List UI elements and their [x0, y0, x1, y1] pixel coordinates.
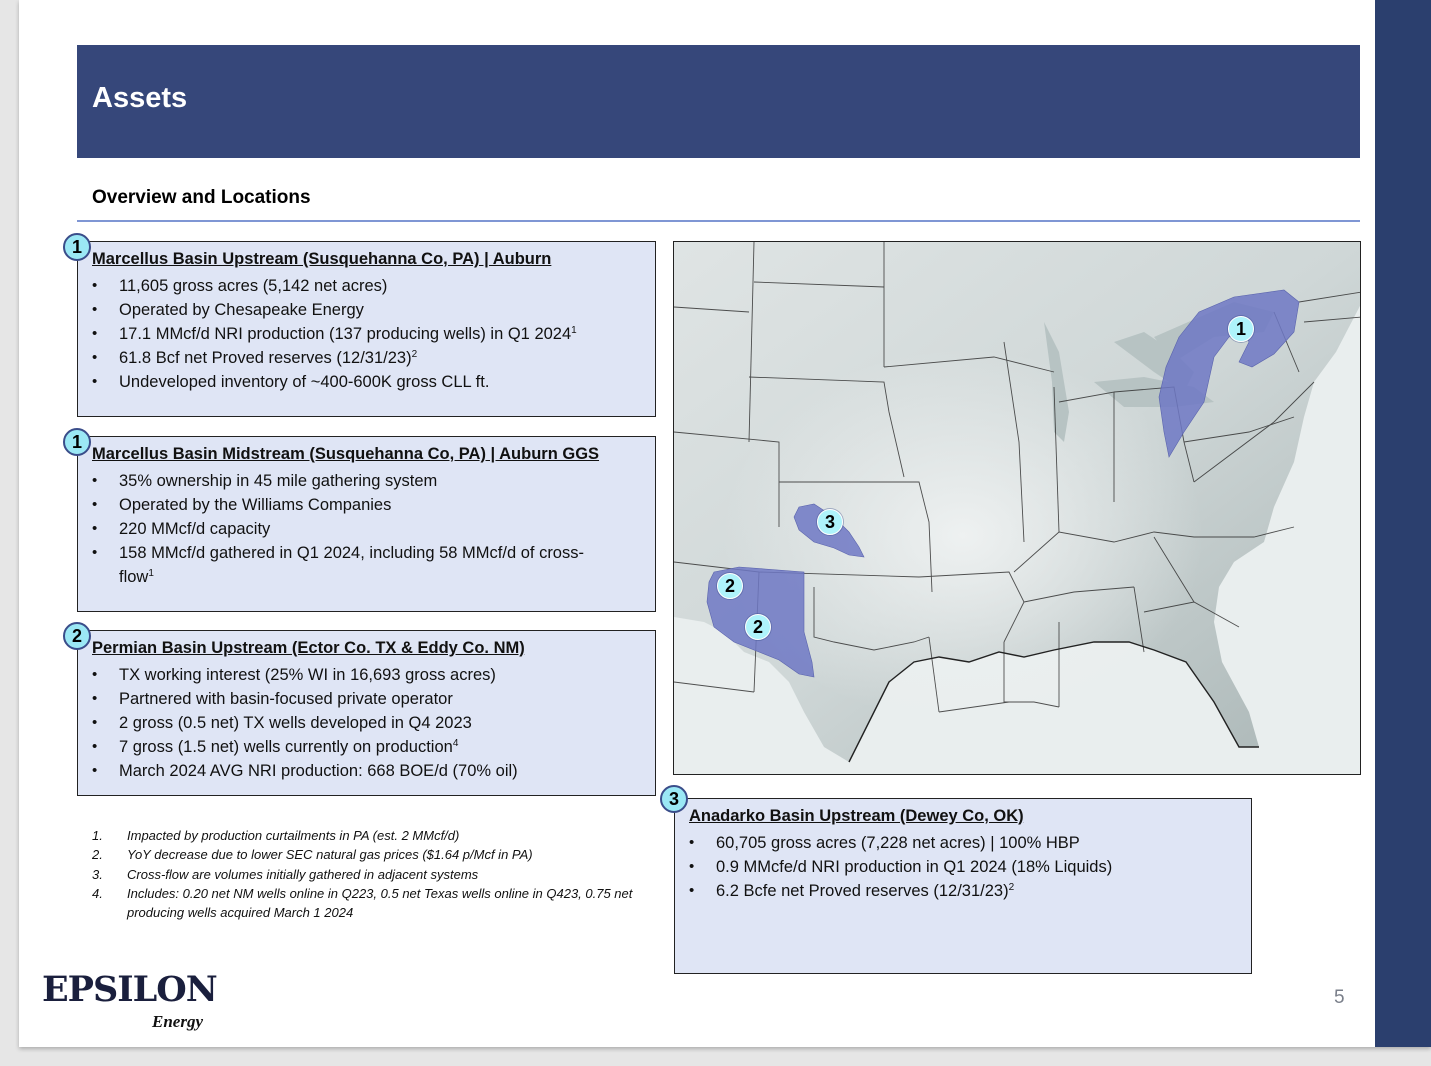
bullet-item: • Operated by Chesapeake Energy	[92, 298, 645, 322]
asset-number-badge: 3	[660, 785, 688, 813]
bullet-item: • 158 MMcf/d gathered in Q1 2024, including 58 MMcf/d of cross-flow$^1$	[92, 541, 645, 589]
bullet-item: • 35% ownership in 45 mile gathering system	[92, 469, 645, 493]
map-marker-2: 2	[717, 573, 743, 599]
asset-card-marcellus-upstream	[77, 241, 656, 417]
footnotes	[92, 826, 652, 922]
card-title: Marcellus Basin Upstream (Susquehanna Co, PA) | Auburn	[92, 250, 552, 268]
bullet-item: • 17.1 MMcf/d NRI production (137 producing wells) in Q1 2024$^1$	[92, 322, 645, 346]
bullet-item: • March 2024 AVG NRI production: 668 BOE/d (70% oil)	[92, 759, 645, 783]
card-title: Anadarko Basin Upstream (Dewey Co, OK)	[689, 807, 1024, 825]
us-map	[673, 241, 1361, 775]
bullet-item: • Undeveloped inventory of ~400-600K gross CLL ft.	[92, 370, 645, 394]
subtitle-divider	[77, 220, 1360, 222]
right-accent-bar	[1375, 0, 1431, 1047]
bullet-list	[92, 274, 645, 394]
asset-number-badge: 1	[63, 428, 91, 456]
asset-number-badge: 2	[63, 622, 91, 650]
title-banner	[77, 45, 1360, 158]
map-marker-3: 3	[817, 509, 843, 535]
bullet-list	[92, 663, 645, 783]
asset-number-badge: 1	[63, 233, 91, 261]
footnote: 2. YoY decrease due to lower SEC natural gas prices ($1.64 p/Mcf in PA)	[92, 847, 533, 863]
bullet-item: • 11,605 gross acres (5,142 net acres)	[92, 274, 645, 298]
map-marker-1: 1	[1228, 316, 1254, 342]
bullet-item: • 60,705 gross acres (7,228 net acres) | 100% HBP	[689, 831, 1241, 855]
bullet-item: • TX working interest (25% WI in 16,693 gross acres)	[92, 663, 645, 687]
logo-tagline: Energy	[152, 1012, 203, 1031]
asset-card-marcellus-midstream	[77, 436, 656, 612]
asset-card-permian-upstream	[77, 630, 656, 796]
logo-wordmark: EPSILON	[42, 969, 217, 1010]
section-subtitle: Overview and Locations	[92, 187, 311, 208]
card-title: Marcellus Basin Midstream (Susquehanna Co, PA) | Auburn GGS	[92, 445, 600, 463]
map-graphic	[674, 242, 1361, 775]
bullet-item: • 0.9 MMcfe/d NRI production in Q1 2024 (18% Liquids)	[689, 855, 1241, 879]
page-number: 5	[1334, 987, 1345, 1008]
company-logo	[42, 967, 222, 1037]
card-title: Permian Basin Upstream (Ector Co. TX & Eddy Co. NM)	[92, 639, 525, 657]
footnote: 4. Includes: 0.20 net NM wells online in Q223, 0.5 net Texas wells online in Q423, 0.75 net producing wells acquired March 1 2024	[92, 885, 633, 921]
bullet-list	[689, 831, 1241, 903]
page-title: Assets	[92, 82, 188, 114]
map-marker-2: 2	[745, 614, 771, 640]
bullet-item: • 220 MMcf/d capacity	[92, 517, 645, 541]
asset-card-anadarko-upstream	[674, 798, 1252, 974]
bullet-item: • 2 gross (0.5 net) TX wells developed in Q4 2023	[92, 711, 645, 735]
bullet-item: • Partnered with basin-focused private operator	[92, 687, 645, 711]
bullet-item: • 7 gross (1.5 net) wells currently on production$^4$	[92, 735, 645, 759]
bullet-item: • 61.8 Bcf net Proved reserves $(12/31/23)^2$	[92, 346, 645, 370]
footnote: 1. Impacted by production curtailments in PA (est. 2 MMcf/d)	[92, 828, 460, 843]
bullet-item: • Operated by the Williams Companies	[92, 493, 645, 517]
bullet-item: • 6.2 Bcfe net Proved reserves $(12/31/23)^2$	[689, 879, 1241, 903]
footnote: 3. Cross-flow are volumes initially gathered in adjacent systems	[92, 866, 479, 882]
bullet-list	[92, 469, 645, 589]
